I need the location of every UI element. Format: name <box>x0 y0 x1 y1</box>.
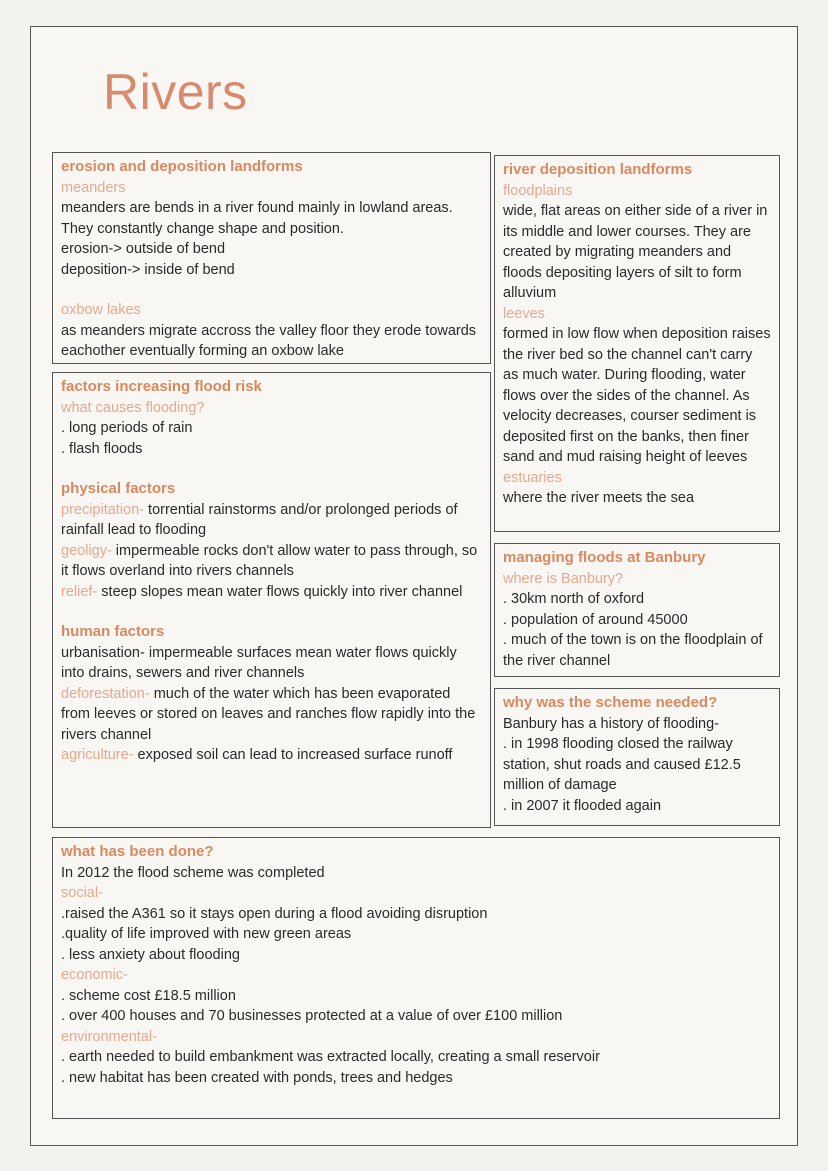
urbanisation-text: urbanisation- impermeable surfaces mean water flows quickly into drains, sewers and river channels <box>61 644 457 681</box>
meanders-subheading: meanders <box>61 179 126 196</box>
banbury-fact: . 30km north of oxford <box>503 591 645 607</box>
human-factors-heading: human factors <box>61 623 165 640</box>
meanders-text: meanders are bends in a river found mainly in lowland areas. They constantly change shape and position. <box>61 200 453 237</box>
floodplains-subheading: floodplains <box>503 182 573 199</box>
estuaries-text: where the river meets the sea <box>503 490 695 506</box>
relief-text: relief- steep slopes mean water flows quickly into river channel <box>61 583 463 600</box>
deposition-line: deposition-> inside of bend <box>61 261 235 278</box>
what-done-box <box>52 837 780 1119</box>
social-item: .raised the A361 so it stays open during a flood avoiding disruption <box>61 905 488 922</box>
where-subheading: where is Banbury? <box>503 570 624 587</box>
geology-text: geoligy- impermeable rocks don't allow water to pass through, so it flows overland into rivers channels <box>61 542 478 579</box>
precipitation-key: precipitation- <box>61 501 145 518</box>
scheme-needed-box <box>494 688 780 826</box>
scheme-needed-line: . in 2007 it flooded again <box>503 797 662 814</box>
flood-risk-box <box>52 372 491 828</box>
physical-factors-heading: physical factors <box>61 480 176 497</box>
banbury-heading: managing floods at Banbury <box>503 549 706 566</box>
flood-risk-heading: factors increasing flood risk <box>61 378 262 395</box>
economic-subheading: economic- <box>61 967 128 983</box>
erosion-line: erosion-> outside of bend <box>61 241 226 257</box>
scheme-needed-heading: why was the scheme needed? <box>503 694 718 711</box>
scheme-needed-line: Banbury has a history of flooding- <box>503 715 720 732</box>
agriculture-key: agriculture- <box>61 747 134 763</box>
social-item: .quality of life improved with new green areas <box>61 926 352 942</box>
oxbow-text: as meanders migrate accross the valley floor they erode towards eachother eventually forming an oxbow lake <box>61 322 477 359</box>
note-page <box>30 26 798 1146</box>
environmental-item: . earth needed to build embankment was extracted locally, creating a small reservoir <box>61 1049 600 1065</box>
what-done-intro: In 2012 the flood scheme was completed <box>61 864 325 881</box>
geology-key: geoligy- <box>61 542 112 559</box>
social-item: . less anxiety about flooding <box>61 946 240 963</box>
environmental-subheading: environmental- <box>61 1028 157 1045</box>
social-subheading: social- <box>61 885 103 901</box>
oxbow-subheading: oxbow lakes <box>61 302 141 318</box>
erosion-heading: erosion and deposition landforms <box>61 158 303 175</box>
banbury-fact: . population of around 45000 <box>503 611 688 628</box>
agriculture-text: agriculture- exposed soil can lead to increased surface runoff <box>61 747 453 763</box>
leeves-text: formed in low flow when deposition raises the river bed so the channel can't carry as much water. During flooding, water flows over the sides of the channel. As velocity decreases, courser sediment is deposited first on the banks, then finer sand and mud raising height of leeves <box>503 326 771 465</box>
page-title: Rivers <box>103 64 248 120</box>
leeves-subheading: leeves <box>503 305 545 322</box>
banbury-box <box>494 543 780 677</box>
estuaries-subheading: estuaries <box>503 469 562 486</box>
economic-item: . scheme cost £18.5 million <box>61 987 236 1004</box>
banbury-fact: . much of the town is on the floodplain of the river channel <box>503 632 763 669</box>
deposition-heading: river deposition landforms <box>503 161 693 178</box>
environmental-item: . new habitat has been created with ponds, trees and hedges <box>61 1069 453 1086</box>
causes-subheading: what causes flooding? <box>61 399 205 416</box>
deforestation-key: deforestation- <box>61 685 150 702</box>
deforestation-text: deforestation- much of the water which has been evaporated from leeves or stored on leaves and ranches flow rapidly into the rivers channel <box>61 685 476 743</box>
what-done-heading: what has been done? <box>61 843 214 860</box>
cause-item: . long periods of rain <box>61 420 193 436</box>
floodplains-text: wide, flat areas on either side of a river in its middle and lower courses. They are created by migrating meanders and floods depositing layers of silt to form alluvium <box>503 203 768 301</box>
river-deposition-box <box>494 155 780 532</box>
erosion-deposition-box <box>52 152 491 364</box>
cause-item: . flash floods <box>61 440 143 457</box>
economic-item: . over 400 houses and 70 businesses protected at a value of over £100 million <box>61 1008 563 1024</box>
scheme-needed-line: . in 1998 flooding closed the railway station, shut roads and caused £12.5 million of damage <box>503 736 741 793</box>
relief-key: relief- <box>61 583 98 600</box>
precipitation-text: precipitation- torrential rainstorms and/or prolonged periods of rainfall lead to flooding <box>61 501 458 538</box>
